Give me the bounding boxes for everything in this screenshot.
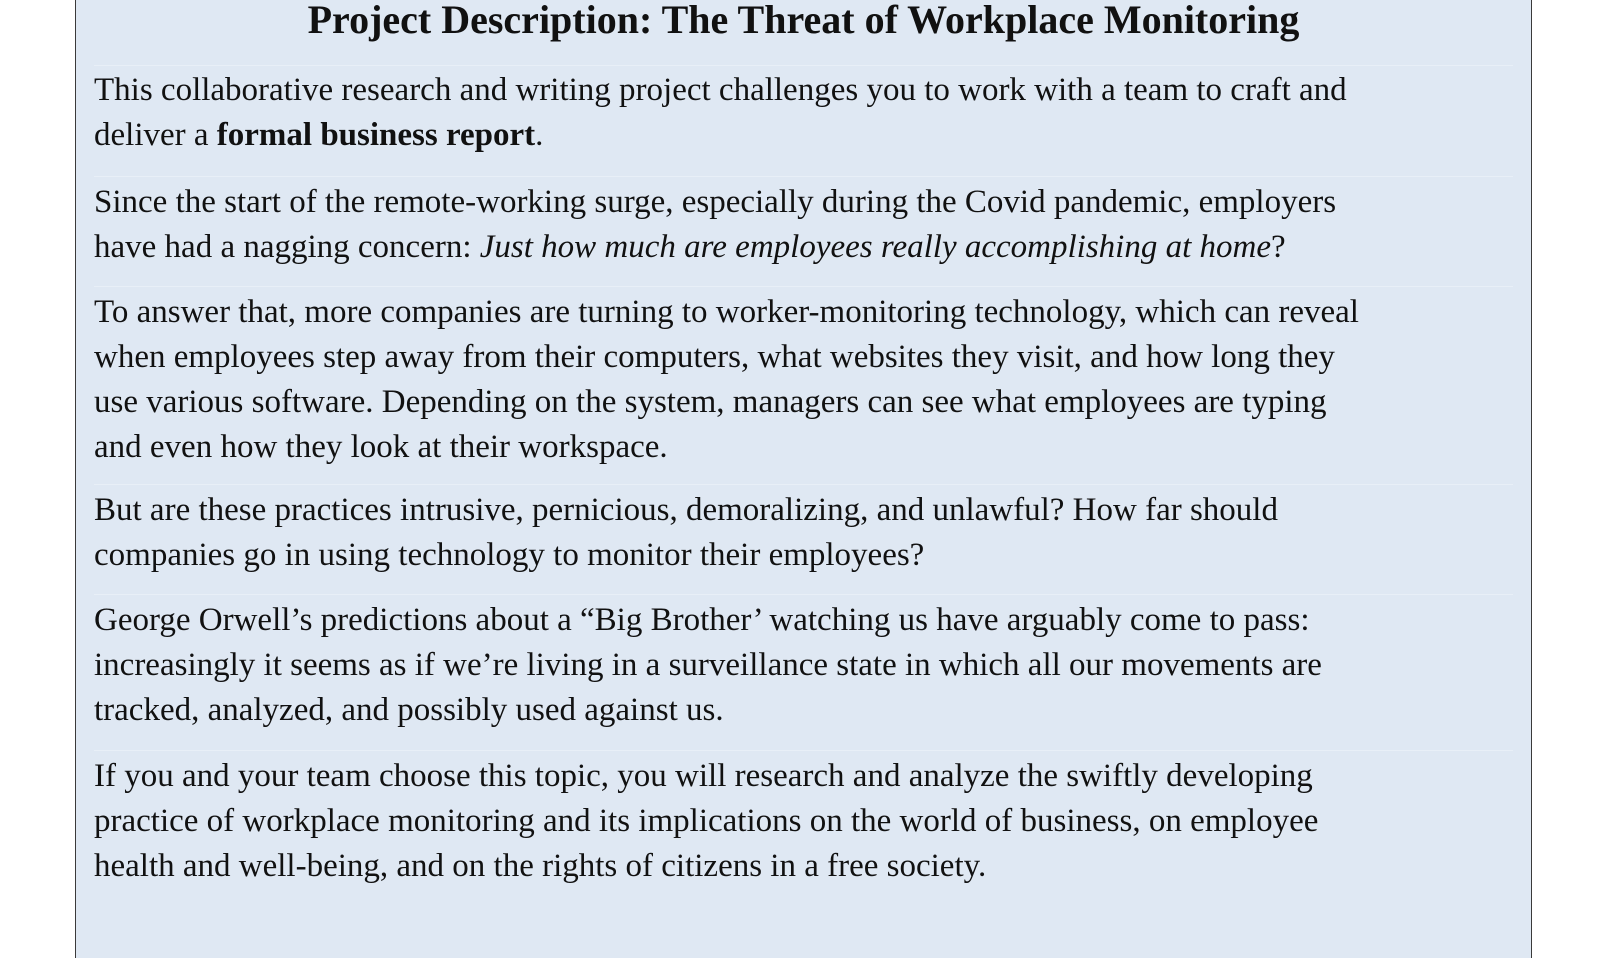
- table-row-divider: [94, 65, 1513, 66]
- bold-term: formal business report: [216, 117, 536, 153]
- table-row-divider: [94, 594, 1513, 595]
- table-row-divider: [94, 750, 1513, 751]
- text-run: deliver a: [94, 117, 217, 153]
- paragraph-line: George Orwell’s predictions about a “Big Brother’ watching us have arguably come to pass:: [94, 602, 1310, 638]
- table-row-divider: [94, 176, 1513, 177]
- paragraph-line: tracked, analyzed, and possibly used against us.: [94, 692, 724, 728]
- text-run: have had a nagging concern:: [94, 229, 480, 265]
- paragraph-line: health and well-being, and on the rights of citizens in a free society.: [94, 848, 987, 884]
- paragraph-questions: [94, 488, 1519, 578]
- paragraph-line: and even how they look at their workspace.: [94, 429, 668, 465]
- paragraph-line: To answer that, more companies are turning to worker-monitoring technology, which can reveal: [94, 294, 1359, 330]
- text-run: ?: [1270, 229, 1286, 265]
- paragraph-line: [94, 225, 1519, 270]
- project-description-panel: [75, 0, 1532, 958]
- document-title: Project Description: The Threat of Workplace Monitoring: [307, 0, 1300, 42]
- paragraph-line: when employees step away from their computers, what websites they visit, and how long they: [94, 339, 1335, 375]
- paragraph-line: Since the start of the remote-working surge, especially during the Covid pandemic, employers: [94, 184, 1337, 220]
- paragraph-orwell: [94, 598, 1519, 733]
- paragraph-line: But are these practices intrusive, pernicious, demoralizing, and unlawful? How far should: [94, 492, 1278, 528]
- table-row-divider: [94, 484, 1513, 485]
- paragraph-line: [94, 113, 1519, 158]
- paragraph-line: practice of workplace monitoring and its implications on the world of business, on employee: [94, 803, 1319, 839]
- text-run: .: [535, 117, 544, 153]
- paragraph-intro: [94, 68, 1519, 158]
- paragraph-assignment: [94, 754, 1519, 889]
- paragraph-line: If you and your team choose this topic, you will research and analyze the swiftly developing: [94, 758, 1313, 794]
- paragraph-line: This collaborative research and writing project challenges you to work with a team to craft and: [94, 72, 1347, 108]
- paragraph-monitoring-tech: [94, 290, 1519, 470]
- paragraph-line: use various software. Depending on the system, managers can see what employees are typing: [94, 384, 1327, 420]
- paragraph-line: companies go in using technology to monitor their employees?: [94, 537, 925, 573]
- paragraph-remote-work: [94, 180, 1519, 270]
- paragraph-line: increasingly it seems as if we’re living in a surveillance state in which all our movements are: [94, 647, 1322, 683]
- table-row-divider: [94, 286, 1513, 287]
- italic-question: Just how much are employees really accomplishing at home: [479, 229, 1271, 265]
